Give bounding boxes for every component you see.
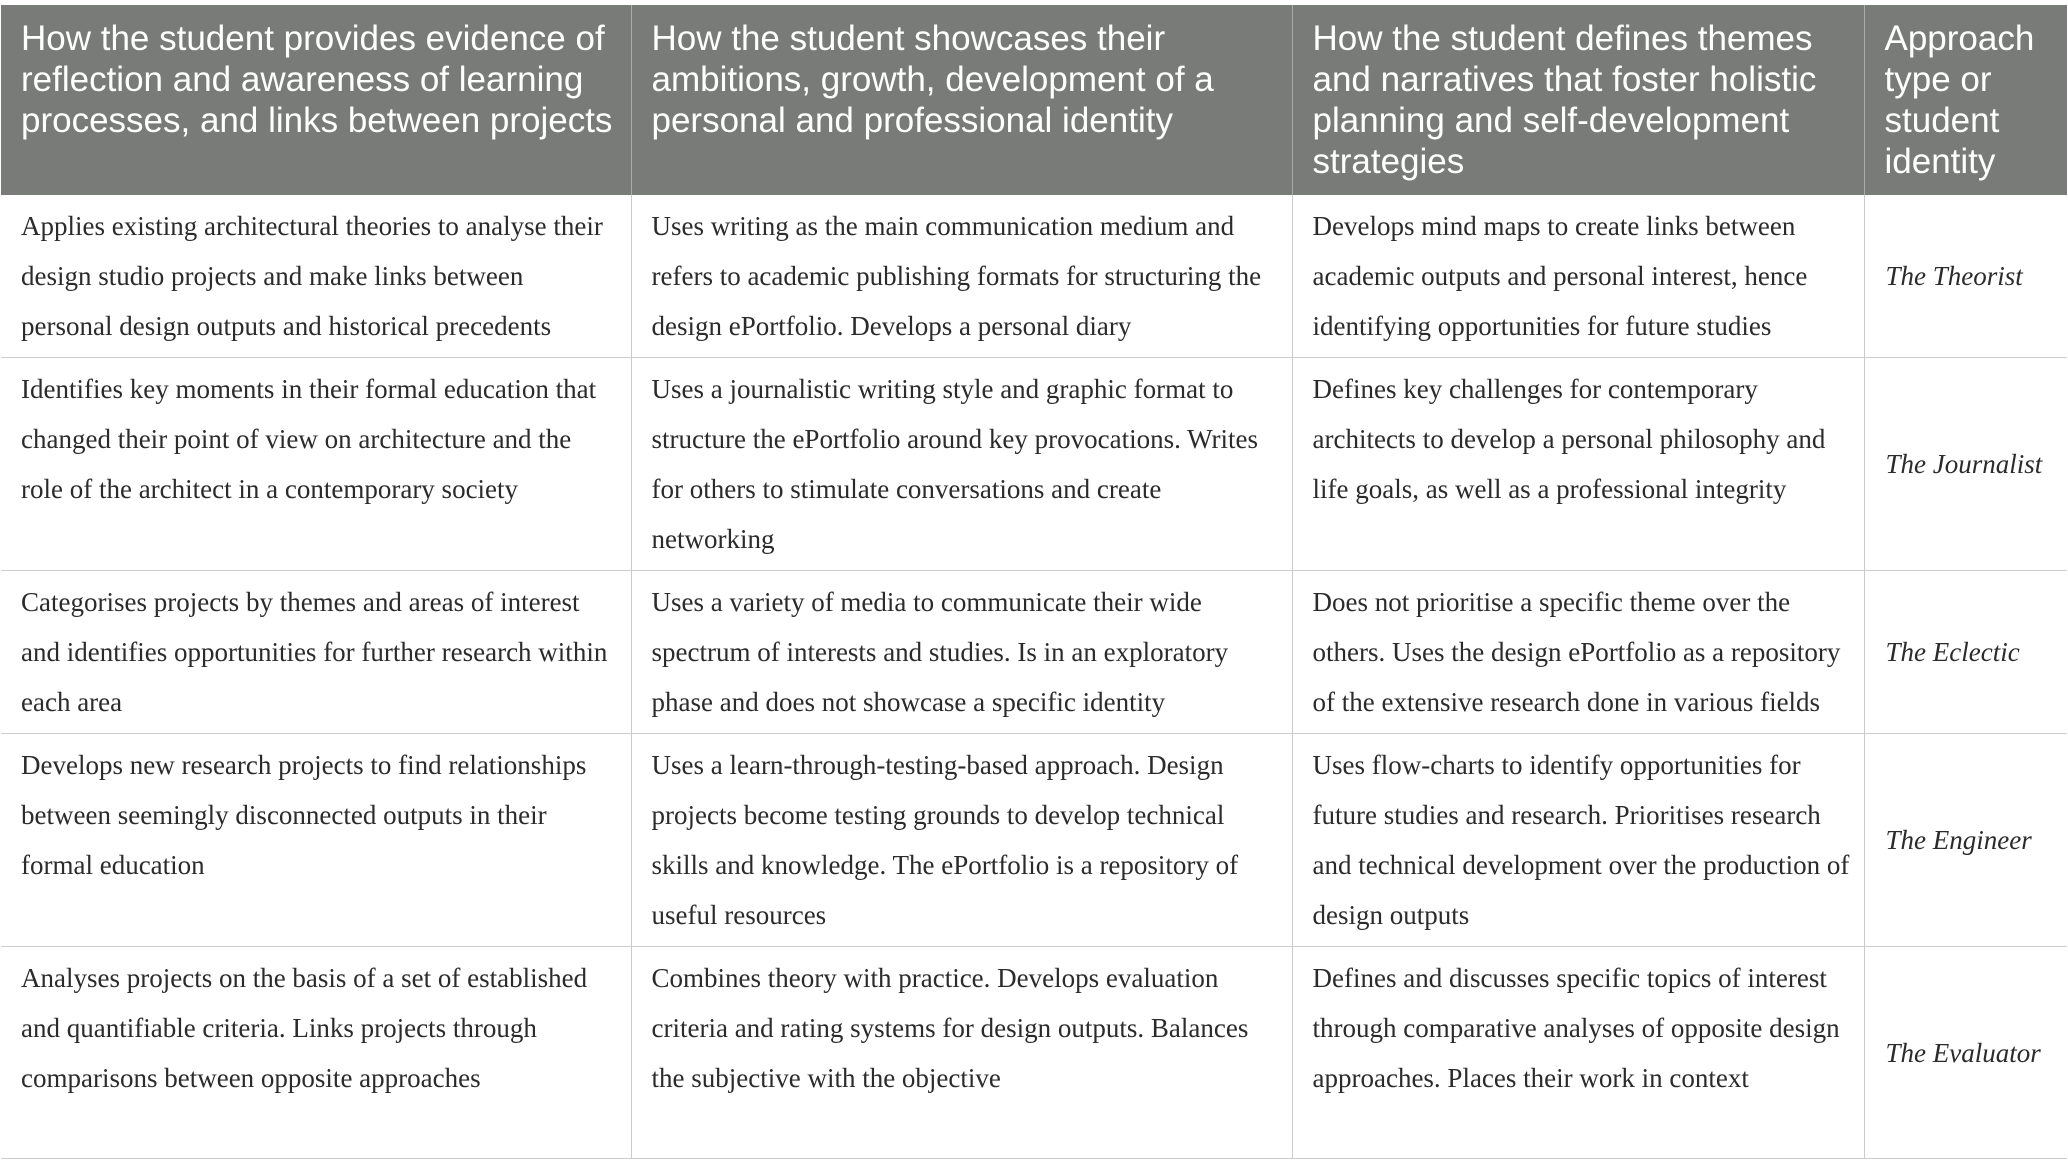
table-row — [1, 571, 2067, 734]
cell-themes: Defines and discusses specific topics of interest through comparative analyses of opposite design approaches. Places their work in context — [1292, 947, 1864, 1159]
table-header — [1, 5, 2067, 195]
header-reflection: How the student provides evidence of reflection and awareness of learning processes, and links between projects — [1, 5, 631, 195]
cell-reflection: Identifies key moments in their formal education that changed their point of view on architecture and the role of the architect in a contemporary society — [1, 358, 631, 571]
cell-identity: Combines theory with practice. Develops evaluation criteria and rating systems for design outputs. Balances the subjective with the objective — [631, 947, 1292, 1159]
header-identity: How the student showcases their ambitions, growth, development of a personal and professional identity — [631, 5, 1292, 195]
cell-themes: Uses flow-charts to identify opportunities for future studies and research. Prioritises research and technical development over the production of design outputs — [1292, 734, 1864, 947]
header-row — [1, 5, 2067, 195]
cell-approach-type: The Journalist — [1864, 358, 2067, 571]
table-row — [1, 195, 2067, 358]
cell-identity: Uses writing as the main communication medium and refers to academic publishing formats for structuring the design ePortfolio. Develops a personal diary — [631, 195, 1292, 358]
cell-reflection: Analyses projects on the basis of a set of established and quantifiable criteria. Links projects through comparisons between opposite approaches — [1, 947, 631, 1159]
cell-approach-type: The Eclectic — [1864, 571, 2067, 734]
cell-identity: Uses a learn-through-testing-based approach. Design projects become testing grounds to develop technical skills and knowledge. The ePortfolio is a repository of useful resources — [631, 734, 1292, 947]
cell-themes: Develops mind maps to create links between academic outputs and personal interest, hence identifying opportunities for future studies — [1292, 195, 1864, 358]
header-approach-type: Approach type or student identity — [1864, 5, 2067, 195]
cell-identity: Uses a journalistic writing style and graphic format to structure the ePortfolio around key provocations. Writes for others to stimulate conversations and create networking — [631, 358, 1292, 571]
table-row — [1, 358, 2067, 571]
table-row — [1, 947, 2067, 1159]
cell-approach-type: The Evaluator — [1864, 947, 2067, 1159]
approach-types-table — [1, 5, 2067, 1159]
cell-reflection: Applies existing architectural theories to analyse their design studio projects and make links between personal design outputs and historical precedents — [1, 195, 631, 358]
cell-themes: Defines key challenges for contemporary architects to develop a personal philosophy and life goals, as well as a professional integrity — [1292, 358, 1864, 571]
header-themes: How the student defines themes and narratives that foster holistic planning and self-development strategies — [1292, 5, 1864, 195]
cell-themes: Does not prioritise a specific theme over the others. Uses the design ePortfolio as a repository of the extensive research done in various fields — [1292, 571, 1864, 734]
cell-identity: Uses a variety of media to communicate their wide spectrum of interests and studies. Is in an exploratory phase and does not showcase a specific identity — [631, 571, 1292, 734]
cell-approach-type: The Theorist — [1864, 195, 2067, 358]
cell-reflection: Categorises projects by themes and areas of interest and identifies opportunities for further research within each area — [1, 571, 631, 734]
cell-reflection: Develops new research projects to find relationships between seemingly disconnected outputs in their formal education — [1, 734, 631, 947]
table-body — [1, 195, 2067, 1159]
table-row — [1, 734, 2067, 947]
cell-approach-type: The Engineer — [1864, 734, 2067, 947]
